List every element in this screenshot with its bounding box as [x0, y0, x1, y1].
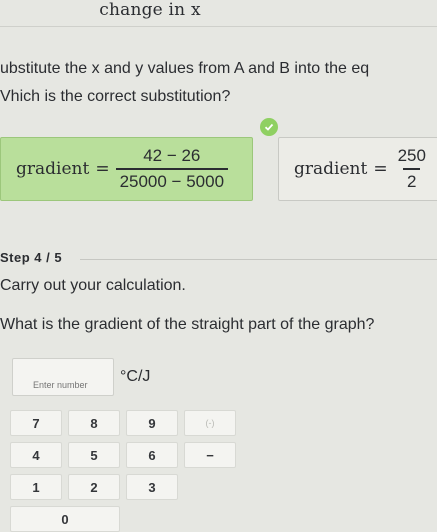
key-9[interactable]: 9 [126, 410, 178, 436]
key-1[interactable]: 1 [10, 474, 62, 500]
key-2[interactable]: 2 [68, 474, 120, 500]
check-icon [258, 116, 280, 138]
divider [80, 259, 437, 260]
key-5[interactable]: 5 [68, 442, 120, 468]
page-heading: change in x [99, 0, 201, 20]
answer-input[interactable] [12, 358, 114, 396]
fraction-numerator: 42 − 26 [143, 146, 201, 165]
fraction-denominator: 25000 − 5000 [116, 168, 228, 192]
fraction [116, 146, 228, 192]
equals-sign: = [95, 159, 110, 179]
formula-lhs: gradient [16, 159, 90, 179]
key-6[interactable]: 6 [126, 442, 178, 468]
key-7[interactable]: 7 [10, 410, 62, 436]
key-negate[interactable]: (-) [184, 410, 236, 436]
equals-sign: = [373, 159, 388, 179]
key-3[interactable]: 3 [126, 474, 178, 500]
step-indicator: Step 4 / 5 [0, 250, 63, 265]
substitution-instruction: ubstitute the x and y values from A and B into the eq [0, 60, 370, 77]
fraction-denominator: 2 [403, 168, 420, 192]
key-8[interactable]: 8 [68, 410, 120, 436]
fraction [394, 146, 430, 192]
option-b-card[interactable] [278, 137, 437, 201]
task-instruction: Carry out your calculation. [0, 277, 186, 294]
fraction-numerator: 250 [397, 146, 426, 165]
divider [0, 26, 437, 27]
substitution-question: Vhich is the correct substitution? [0, 88, 231, 105]
key-minus[interactable]: − [184, 442, 236, 468]
task-question: What is the gradient of the straight part of the graph? [0, 316, 375, 333]
formula-lhs: gradient [294, 159, 368, 179]
key-0[interactable]: 0 [10, 506, 120, 532]
unit-label: °C/J [120, 368, 151, 385]
option-a-card[interactable] [0, 137, 253, 201]
key-4[interactable]: 4 [10, 442, 62, 468]
